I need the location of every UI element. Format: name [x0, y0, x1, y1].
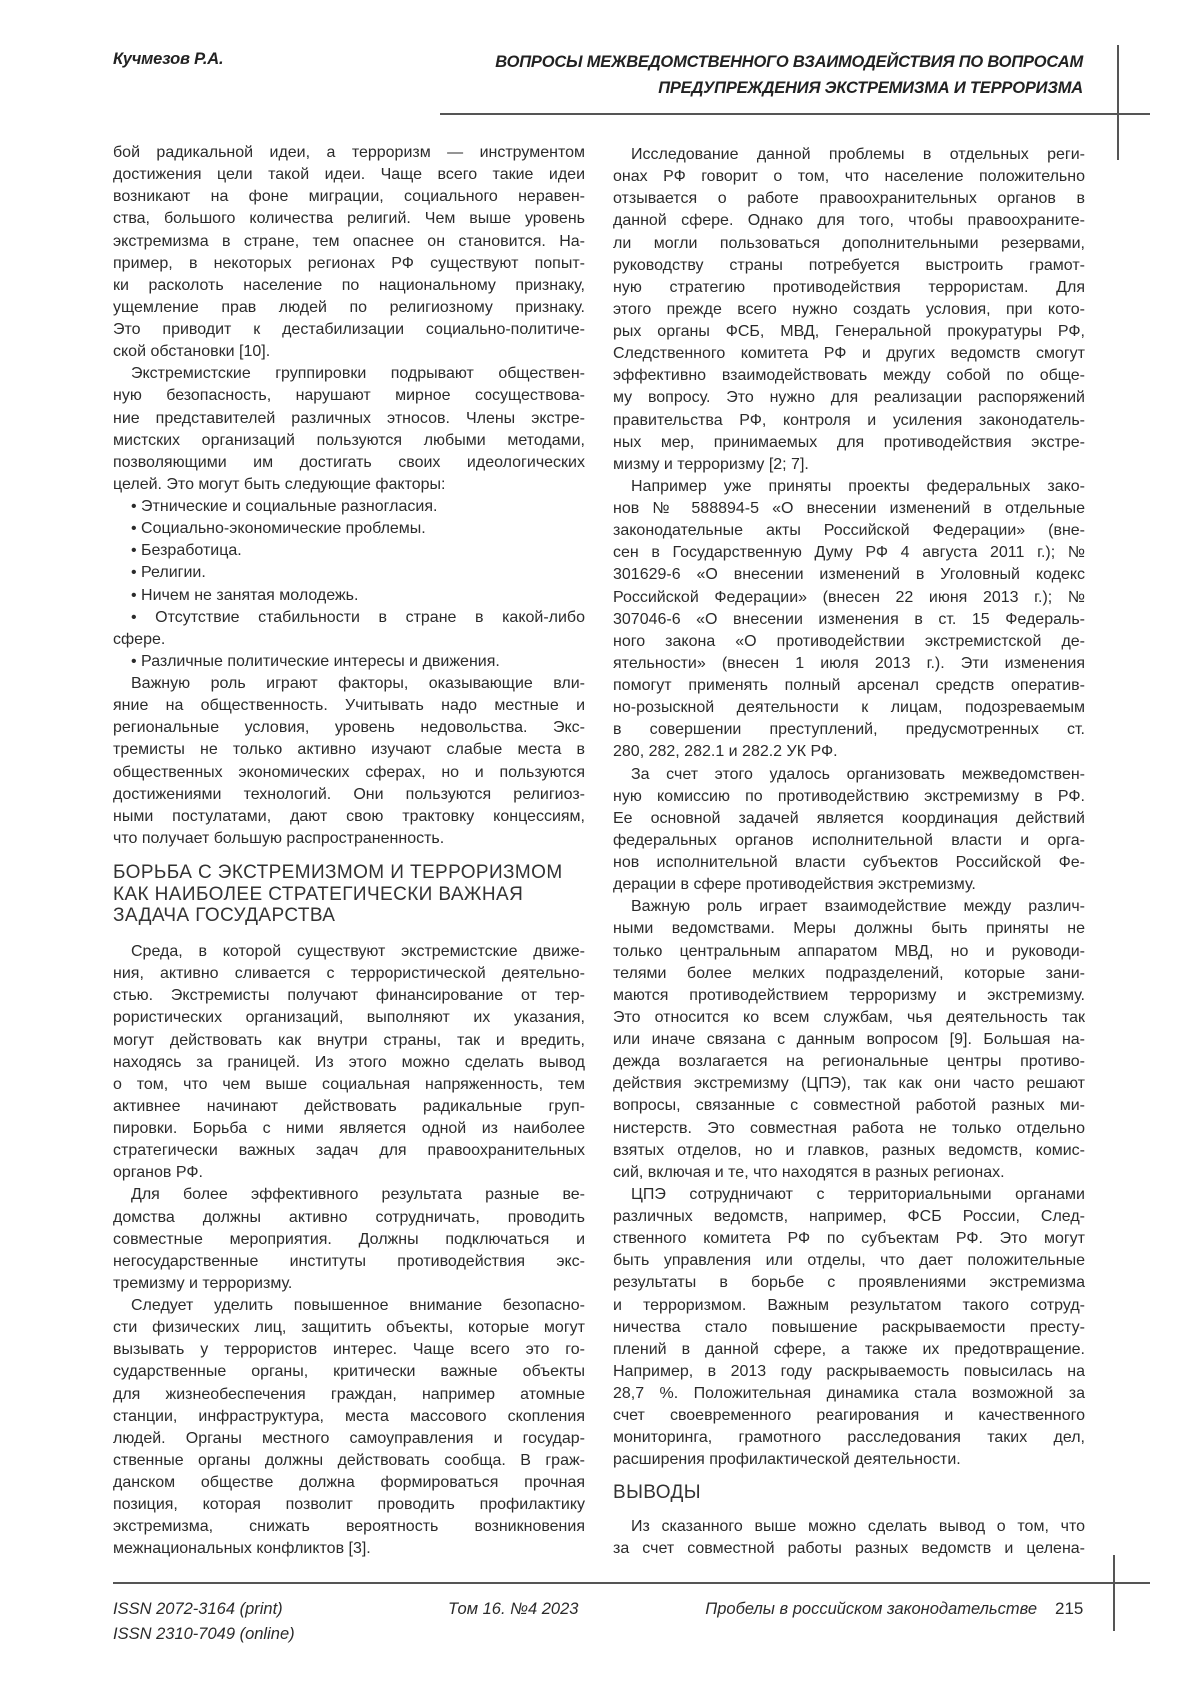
footer-rule [113, 1582, 1150, 1584]
text-line: Важную роль играет взаимодействие между различ- [613, 896, 1085, 918]
text-line: Ее основной задачей является координация действий [613, 808, 1085, 830]
text-line: ственного комитета РФ по субъектам РФ. Это могут [613, 1228, 1085, 1250]
paragraph [113, 1184, 585, 1295]
paragraph [613, 764, 1085, 897]
text-line: Из сказанного выше можно сделать вывод о том, что [613, 1516, 1085, 1538]
section-heading-line: БОРЬБА С ЭКСТРЕМИЗМОМ И ТЕРРОРИЗМОМ [113, 862, 585, 884]
text-line: • Различные политические интересы и движения. [113, 651, 585, 673]
text-line: сий, включая и те, что находятся в разных регионах. [613, 1162, 1085, 1184]
text-line: взятых отделов, но и главков, разных ведомств, комис- [613, 1140, 1085, 1162]
text-line: Это приводит к дестабилизации социально-политиче- [113, 319, 585, 341]
bullet-item [113, 607, 585, 651]
text-line: органов РФ. [113, 1162, 585, 1184]
header-crop-mark [1117, 45, 1119, 160]
paragraph [613, 476, 1085, 764]
text-line: 307046-6 «О внесении изменения в ст. 15 Федераль- [613, 609, 1085, 631]
header-article-title [495, 49, 1083, 101]
text-line: ными ведомствами. Меры должны быть приняты не [613, 918, 1085, 940]
text-line: телями более мелких подразделений, которые зани- [613, 963, 1085, 985]
text-line: данной сфере. Однако для того, чтобы правоохраните- [613, 210, 1085, 232]
text-line: находясь за границей. Из этого можно сделать вывод [113, 1052, 585, 1074]
text-line: ными постулатами, дают свою трактовку концессиям, [113, 806, 585, 828]
text-line: ние представителей различных этносов. Члены экстре- [113, 408, 585, 430]
text-line: экстремизма, снижать вероятность возникновения [113, 1516, 585, 1538]
text-line: Это относится ко всем службам, чья деятельность так [613, 1007, 1085, 1029]
text-line: ятельности» (внесен 1 июля 2013 г.). Эти изменения [613, 653, 1085, 675]
text-line: онах РФ говорит о том, что население положительно [613, 166, 1085, 188]
text-line: маются противодействием терроризму и экстремизму. [613, 985, 1085, 1007]
text-line: бой радикальной идеи, а терроризм — инструментом [113, 142, 585, 164]
text-line: Среда, в которой существуют экстремистские движе- [113, 941, 585, 963]
left-column [113, 142, 585, 1561]
text-line: экстремизма в стране, тем опаснее он становится. На- [113, 231, 585, 253]
text-line: быть управления или отделы, что дает положительные [613, 1250, 1085, 1272]
text-line: ную стратегию противодействия террористам. Для [613, 277, 1085, 299]
text-line: тремисты не только активно изучают слабые места в [113, 739, 585, 761]
text-line: нов исполнительной власти субъектов Российской Фе- [613, 852, 1085, 874]
text-line: Для более эффективного результата разные ве- [113, 1184, 585, 1206]
text-line: законодательные акты Российской Федерации» (вне- [613, 520, 1085, 542]
text-line: правительства РФ, контроля и усиления законодатель- [613, 410, 1085, 432]
text-line: • Безработица. [113, 540, 585, 562]
text-line: станции, инфраструктура, места массового скопления [113, 1406, 585, 1428]
text-line: ущемление прав людей по религиозному признаку. [113, 297, 585, 319]
text-line: федеральных органов исполнительной власти и орга- [613, 830, 1085, 852]
text-line: позиция, которая позволит проводить профилактику [113, 1494, 585, 1516]
text-line: достижения цели такой идеи. Чаще всего такие идеи [113, 164, 585, 186]
text-line: Исследование данной проблемы в отдельных реги- [613, 144, 1085, 166]
text-line: Важную роль играют факторы, оказывающие вли- [113, 673, 585, 695]
paragraph [613, 1516, 1085, 1560]
journal-name: Пробелы в российском законодательстве [705, 1600, 1037, 1619]
text-line: нов № 588894-5 «О внесении изменений в отдельные [613, 498, 1085, 520]
section-heading [113, 862, 585, 927]
header-title-line: ПРЕДУПРЕЖДЕНИЯ ЭКСТРЕМИЗМА И ТЕРРОРИЗМА [495, 75, 1083, 101]
text-line: За счет этого удалось организовать межведомствен- [613, 764, 1085, 786]
text-line: пример, в некоторых регионах РФ существуют попыт- [113, 253, 585, 275]
text-line: данском обществе должна формироваться прочная [113, 1472, 585, 1494]
text-line: стью. Экстремисты получают финансирование от тер- [113, 985, 585, 1007]
text-line: совместные мероприятия. Должны подключаться и [113, 1229, 585, 1251]
text-line: сфере. [113, 629, 585, 651]
text-line: за счет совместной работы разных ведомств и целена- [613, 1538, 1085, 1560]
header-author: Кучмезов Р.А. [113, 50, 223, 69]
issn-online: ISSN 2310-7049 (online) [113, 1625, 295, 1644]
text-line: возникают на фоне миграции, социального неравен- [113, 186, 585, 208]
text-line: региональные условия, уровень недовольства. Экс- [113, 717, 585, 739]
text-line: му вопросу. Это нужно для реализации распоряжений [613, 387, 1085, 409]
paragraph [613, 144, 1085, 476]
text-line: результаты в борьбе с проявлениями экстремизма [613, 1272, 1085, 1294]
text-line: дерации в сфере противодействия экстремизму. [613, 874, 1085, 896]
text-line: могут действовать как внутри страны, так и вредить, [113, 1030, 585, 1052]
text-line: счет своевременного реагирования и качественного [613, 1405, 1085, 1427]
text-line: Российской Федерации» (внесен 22 июня 2013 г.); № [613, 587, 1085, 609]
text-line: ничества стало повышение раскрываемости престу- [613, 1317, 1085, 1339]
text-line: достижениями технологий. Они пользуются религиоз- [113, 784, 585, 806]
text-line: рористических организаций, выполняют их указания, [113, 1007, 585, 1029]
text-line: яние на общественность. Учитывать надо местные и [113, 695, 585, 717]
text-line: эффективно взаимодействовать между собой по обще- [613, 365, 1085, 387]
text-line: что получает большую распространенность. [113, 828, 585, 850]
text-line: общественных экономических сферах, но и пользуются [113, 762, 585, 784]
text-line: и терроризмом. Важным результатом такого сотруд- [613, 1295, 1085, 1317]
text-line: домства должны активно сотрудничать, проводить [113, 1207, 585, 1229]
text-line: тремизму и терроризму. [113, 1273, 585, 1295]
journal-volume: Том 16. №4 2023 [448, 1600, 578, 1619]
text-line: Например уже приняты проекты федеральных зако- [613, 476, 1085, 498]
bullet-item [113, 585, 585, 607]
section-heading [613, 1482, 1085, 1504]
text-line: различных ведомств, например, ФСБ России, След- [613, 1206, 1085, 1228]
text-line: мистских организаций пользуются любыми методами, [113, 430, 585, 452]
bullet-item [113, 496, 585, 518]
right-column [613, 144, 1085, 1560]
text-line: мизму и терроризму [2; 7]. [613, 454, 1085, 476]
page-number: 215 [1055, 1599, 1083, 1619]
section-heading-line: ВЫВОДЫ [613, 1482, 1085, 1504]
text-line: • Религии. [113, 562, 585, 584]
text-line: дежда возлагается на региональные центры противо- [613, 1051, 1085, 1073]
text-line: ственные органы должны действовать сообща. В граж- [113, 1450, 585, 1472]
header-title-line: ВОПРОСЫ МЕЖВЕДОМСТВЕННОГО ВЗАИМОДЕЙСТВИЯ ПО ВОПРОСАМ [495, 49, 1083, 75]
text-line: людей. Органы местного самоуправления и государ- [113, 1428, 585, 1450]
text-line: 301629-6 «О внесении изменений в Уголовный кодекс [613, 564, 1085, 586]
text-line: 28,7 %. Положительная динамика стала возможной за [613, 1383, 1085, 1405]
text-line: негосударственные институты противодействия экс- [113, 1251, 585, 1273]
text-line: сен в Государственную Думу РФ 4 августа 2011 г.); № [613, 542, 1085, 564]
text-line: или иначе связана с данным вопросом [9]. Большая на- [613, 1029, 1085, 1051]
text-line: ЦПЭ сотрудничают с территориальными органами [613, 1184, 1085, 1206]
text-line: межнациональных конфликтов [3]. [113, 1538, 585, 1560]
text-line: ных мер, принимаемых для противодействия экстре- [613, 432, 1085, 454]
bullet-item [113, 518, 585, 540]
text-line: сударственные органы, критически важные объекты [113, 1361, 585, 1383]
text-line: позволяющими им достигать своих идеологических [113, 452, 585, 474]
issn-print: ISSN 2072-3164 (print) [113, 1600, 283, 1619]
text-line: руководству страны потребуется выстроить грамот- [613, 255, 1085, 277]
text-line: действия экстремизму (ЦПЭ), так как они часто решают [613, 1073, 1085, 1095]
text-line: сти физических лиц, защитить объекты, которые могут [113, 1317, 585, 1339]
text-line: • Отсутствие стабильности в стране в какой-либо [113, 607, 585, 629]
paragraph [113, 142, 585, 363]
text-line: • Социально-экономические проблемы. [113, 518, 585, 540]
text-line: ную комиссию по противодействию экстремизму в РФ. [613, 786, 1085, 808]
text-line: ного закона «О противодействии экстремистской де- [613, 631, 1085, 653]
text-line: нистерств. Это совместная работа не только отдельно [613, 1118, 1085, 1140]
text-line: Экстремистские группировки подрывают обществен- [113, 363, 585, 385]
text-line: помогут применять полный арсенал средств оператив- [613, 675, 1085, 697]
text-line: мониторинга, грамотного расследования таких дел, [613, 1427, 1085, 1449]
text-line: отзывается о работе правоохранительных органов в [613, 188, 1085, 210]
text-line: ния, активно сливается с террористической деятельно- [113, 963, 585, 985]
text-line: Например, в 2013 году раскрываемость повысилась на [613, 1361, 1085, 1383]
text-line: о том, что чем выше социальная напряженность, тем [113, 1074, 585, 1096]
text-line: но-розыскной деятельности к лицам, подозреваемым [613, 697, 1085, 719]
text-line: вопросы, связанные с совместной работой разных ми- [613, 1095, 1085, 1117]
text-line: в совершении преступлений, предусмотренных ст. [613, 719, 1085, 741]
section-heading-line: ЗАДАЧА ГОСУДАРСТВА [113, 905, 585, 927]
text-line: ства, большого количества религий. Чем выше уровень [113, 208, 585, 230]
paragraph [113, 673, 585, 850]
paragraph [113, 941, 585, 1184]
text-line: ской обстановки [10]. [113, 341, 585, 363]
paragraph [113, 1295, 585, 1561]
text-line: • Этнические и социальные разногласия. [113, 496, 585, 518]
text-line: плений в данной сфере, а также их предотвращение. [613, 1339, 1085, 1361]
text-line: пировки. Борьба с ними является одной из наиболее [113, 1118, 585, 1140]
text-line: целей. Это могут быть следующие факторы: [113, 474, 585, 496]
bullet-item [113, 562, 585, 584]
bullet-item [113, 651, 585, 673]
footer-crop-mark [1113, 1555, 1115, 1631]
text-line: стратегически важных задач для правоохранительных [113, 1140, 585, 1162]
paragraph [613, 1184, 1085, 1472]
text-line: для жизнеобеспечения граждан, например атомные [113, 1384, 585, 1406]
text-line: расширения профилактической деятельности. [613, 1449, 1085, 1471]
text-line: • Ничем не занятая молодежь. [113, 585, 585, 607]
text-line: Следует уделить повышенное внимание безопасно- [113, 1295, 585, 1317]
text-line: вызывать у террористов интерес. Чаще всего это го- [113, 1339, 585, 1361]
text-line: ки расколоть население по национальному признаку, [113, 275, 585, 297]
text-line: 280, 282, 282.1 и 282.2 УК РФ. [613, 741, 1085, 763]
text-line: ную безопасность, нарушают мирное сосуществова- [113, 385, 585, 407]
text-line: ли могли пользоваться дополнительными резервами, [613, 233, 1085, 255]
bullet-item [113, 540, 585, 562]
text-line: рых органы ФСБ, МВД, Генеральной прокуратуры РФ, [613, 321, 1085, 343]
text-line: только центральным аппаратом МВД, но и руководи- [613, 941, 1085, 963]
text-line: активнее начинают действовать радикальные груп- [113, 1096, 585, 1118]
text-line: Следственного комитета РФ и других ведомств смогут [613, 343, 1085, 365]
paragraph [613, 896, 1085, 1184]
header-rule [440, 113, 1150, 115]
paragraph [113, 363, 585, 496]
section-heading-line: КАК НАИБОЛЕЕ СТРАТЕГИЧЕСКИ ВАЖНАЯ [113, 884, 585, 906]
text-line: этого прежде всего нужно создать условия, при кото- [613, 299, 1085, 321]
